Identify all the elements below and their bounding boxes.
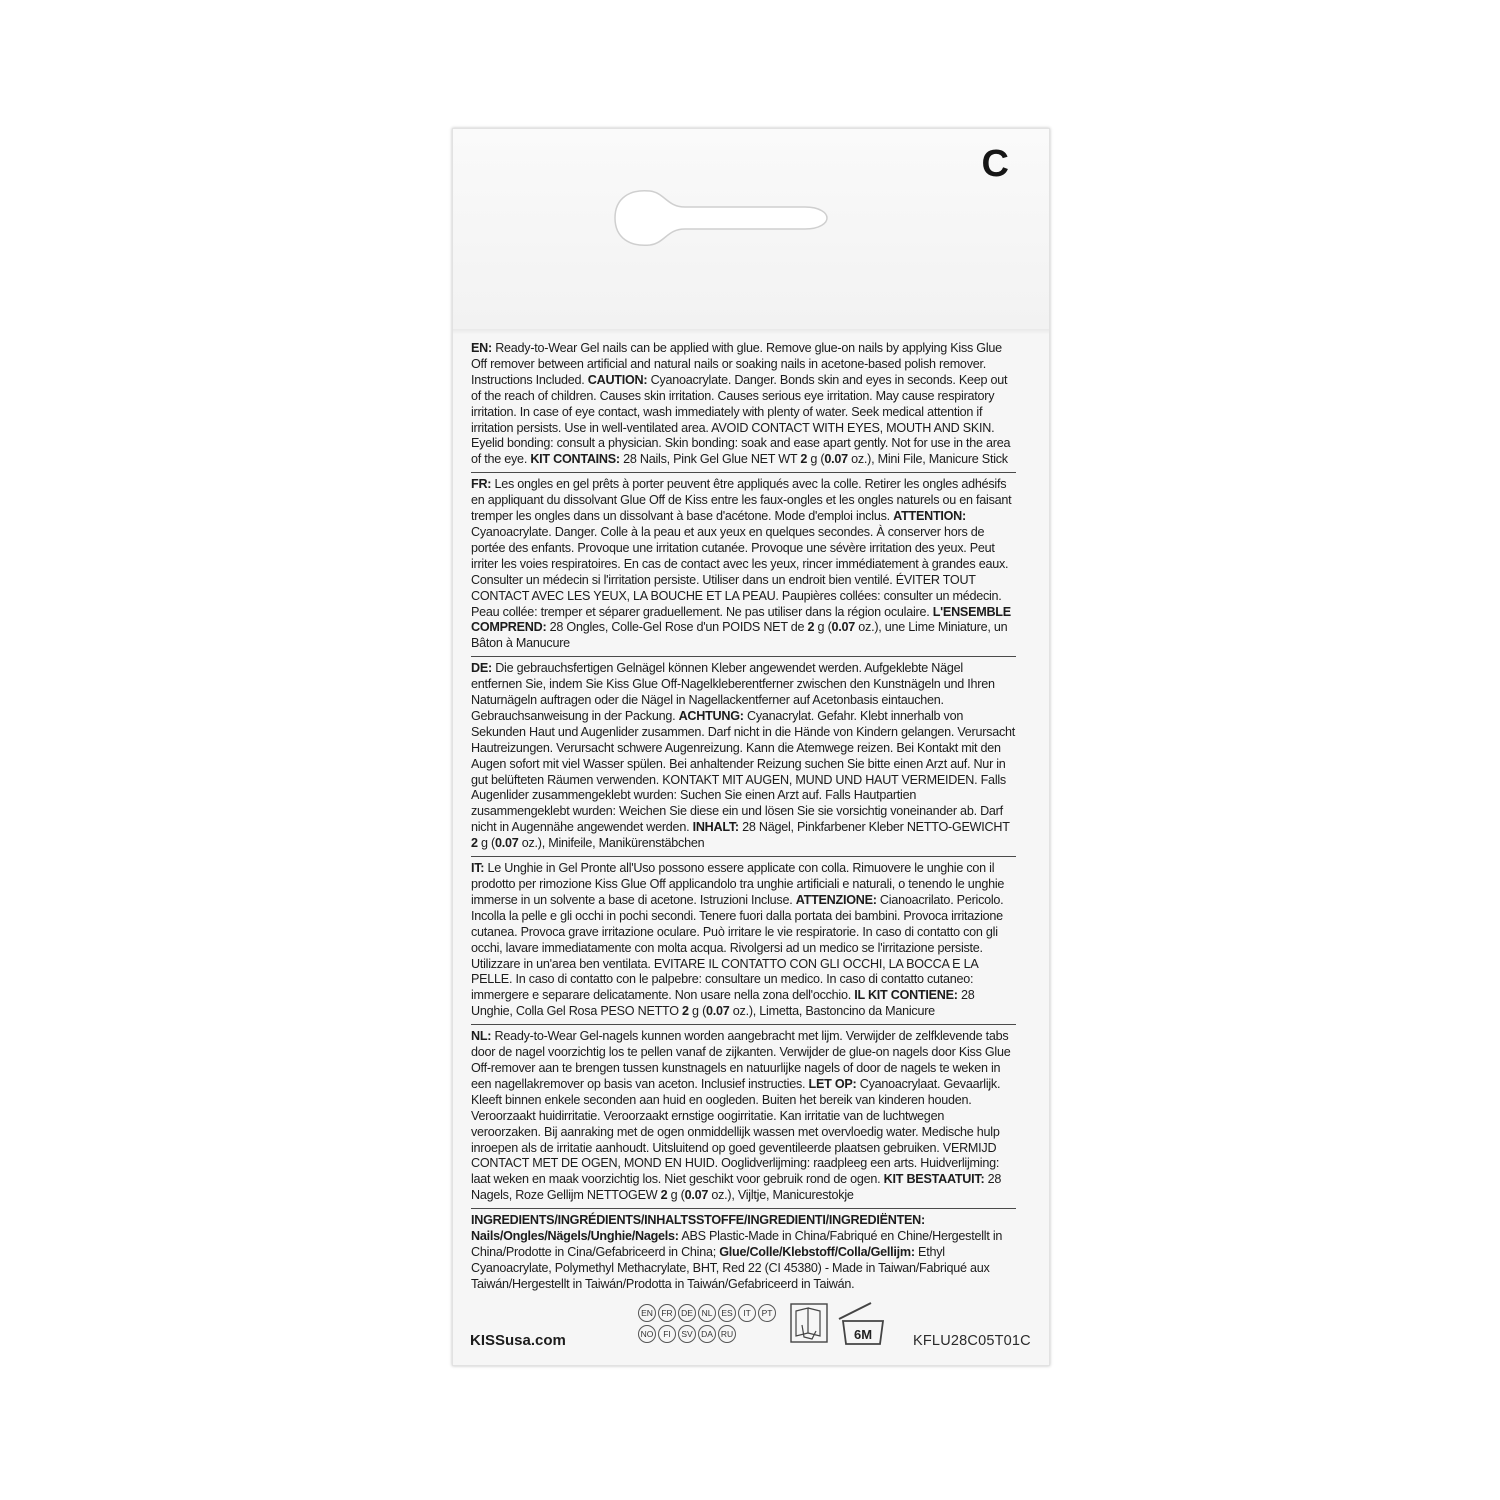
language-badge: NL: [698, 1304, 716, 1322]
variant-letter: C: [981, 143, 1009, 185]
language-badge: FI: [658, 1325, 676, 1343]
language-badge: EN: [638, 1304, 656, 1322]
package-back-panel: [452, 128, 1050, 1366]
language-badge: IT: [738, 1304, 756, 1322]
language-badge: DE: [678, 1304, 696, 1322]
language-badge: DA: [698, 1325, 716, 1343]
website-link: KISSusa.com: [470, 1332, 566, 1349]
booklet-icon: [790, 1303, 828, 1343]
language-badge: NO: [638, 1325, 656, 1343]
section-it: IT: Le Unghie in Gel Pronte all'Uso possono essere applicate con colla. Rimuovere le unghie con il prodotto per rimozione Kiss Glue Off applicandolo tra unghie artificiali e naturali, o tenendo le unghie immerse in un solvente a base di acetone. Istruzioni Incluse. ATTENZIONE: Cianoacrilato. Pericolo. Incolla la pelle e gli occhi in pochi secondi. Tenere fuori dalla portata dei bambini. Provoca irritazione cutanea. Provoca grave irritazione oculare. Può irritare le vie respiratorie. In caso di contatto con gli occhi, lavare immediatamente con molta acqua. Rivolgersi ad un medico se l'irritazione persiste. Utilizzare in un'area ben ventilata. EVITARE IL CONTATTO CON GLI OCCHI, LA BOCCA E LA PELLE. In caso di contatto con le palpebre: consultare un medico. In caso di contatto cutaneo: immergere e separare delicatamente. Non usare nella zona dell'occhio. IL KIT CONTIENE: 28 Unghie, Colla Gel Rosa PESO NETTO 2 g (0.07 oz.), Limetta, Bastoncino da Manicure: [471, 861, 1016, 1025]
section-ingredients: INGREDIENTS/INGRÉDIENTS/INHALTSSTOFFE/INGREDIENTI/INGREDIËNTEN: Nails/Ongles/Nägels/Unghie/Nagels: ABS Plastic-Made in China/Fabriqué en Chine/Hergestellt in China/Prodotte in Cina/Gefabriceerd in China; Glue/Colle/Klebstoff/Colla/Gellijm: Ethyl Cyanoacrylate, Polymethyl Methacrylate, BHT, Red 22 (CI 45380) - Made in Taiwan/Fabriqué aux Taiwán/Hergestellt in Taiwán/Prodotta in Taiwán/Gefabriceerd in Taiwán.: [471, 1213, 1003, 1291]
section-nl: NL: Ready-to-Wear Gel-nagels kunnen worden aangebracht met lijm. Verwijder de zelfklevende tabs door de nagel voorzichtig los te pellen vanaf de zijkanten. Verwijder de glue-on nagels door Kiss Glue Off-remover aan te brengen tussen kunstnagels en natuurlijke nagels of door de nagels te weken in een nagellakremover op basis van aceton. Inclusief instructies. LET OP: Cyanoacrylaat. Gevaarlijk. Kleeft binnen enkele seconden aan huid en oogleden. Buiten het bereik van kinderen houden. Veroorzaakt huidirritatie. Veroorzaakt ernstige oogirritatie. Kan irritatie van de luchtwegen veroorzaken. Bij aanraking met de ogen onmiddellijk wassen met overvloedig water. Medische hulp inroepen als de irritatie aanhoudt. Uitsluitend op goed geventileerde plaatsen gebruiken. VERMIJD CONTACT MET DE OGEN, MOND EN HUID. Ooglidverlijming: raadpleeg een arts. Huidverlijming: laat weken en maak voorzichtig los. Niet geschikt voor gebruik rond de ogen. KIT BESTAATUIT: 28 Nagels, Roze Gellijm NETTOGEW 2 g (0.07 oz.), Vijltje, Manicurestokje: [471, 1029, 1016, 1209]
language-badge: SV: [678, 1325, 696, 1343]
language-badge: ES: [718, 1304, 736, 1322]
hang-hole-icon: [605, 183, 835, 253]
section-en: EN: Ready-to-Wear Gel nails can be applied with glue. Remove glue-on nails by applying Kiss Glue Off remover between artificial and natural nails or soaking nails in acetone-based polish remover. Instructions Included. CAUTION: Cyanoacrylate. Danger. Bonds skin and eyes in seconds. Keep out of the reach of children. Causes skin irritation. Causes serious eye irritation. May cause respiratory irritation. In case of eye contact, wash immediately with plenty of water. Seek medical attention if irritation persists. Use in well-ventilated area. AVOID CONTACT WITH EYES, MOUTH AND SKIN. Eyelid bonding: consult a physician. Skin bonding: soak and ease apart gently. Not for use in the area of the eye. KIT CONTAINS: 28 Nails, Pink Gel Glue NET WT 2 g (0.07 oz.), Mini File, Manicure Stick: [471, 341, 1016, 473]
footer: [453, 1299, 1049, 1359]
language-badge: FR: [658, 1304, 676, 1322]
section-de: DE: Die gebrauchsfertigen Gelnägel können Kleber angewendet werden. Aufgeklebte Nägel entfernen Sie, indem Sie Kiss Glue Off-Nagelkleberentferner zwischen den Kunstnägeln und Ihren Naturnägeln auftragen oder die Nägel in Nagellackentferner auf Acetonbasis eintauchen. Gebrauchsanweisung in der Packung. ACHTUNG: Cyanacrylat. Gefahr. Klebt innerhalb von Sekunden Haut und Augenlider zusammen. Darf nicht in die Hände von Kindern gelangen. Verursacht Hautreizungen. Verursacht schwere Augenreizung. Kann die Atemwege reizen. Bei Kontakt mit den Augen sofort mit viel Wasser spülen. Bei anhaltender Reizung suchen Sie bitte einen Arzt auf. Nur in gut belüfteten Räumen verwenden. KONTAKT MIT AUGEN, MUND UND HAUT VERMEIDEN. Falls Augenlider zusammengeklebt wurden: Suchen Sie einen Arzt auf. Falls Hautpartien zusammengeklebt wurden: Weichen Sie diese ein und lösen Sie sie vorsichtig voneinander ab. Darf nicht in Augennähe angewendet werden. INHALT: 28 Nägel, Pinkfarbener Kleber NETTO-GEWICHT 2 g (0.07 oz.), Minifeile, Manikürenstäbchen: [471, 661, 1016, 857]
language-badge: PT: [758, 1304, 776, 1322]
pao-label: 6M: [853, 1327, 873, 1342]
hang-tab: [453, 129, 1049, 330]
instructions-text: [471, 341, 1016, 1301]
open-jar-icon: [833, 1299, 893, 1349]
language-badges: [638, 1304, 783, 1343]
product-code: KFLU28C05T01C: [913, 1333, 1031, 1349]
fold-line: [453, 329, 1049, 335]
language-badge: RU: [718, 1325, 736, 1343]
section-fr: FR: Les ongles en gel prêts à porter peuvent être appliqués avec la colle. Retirer les ongles adhésifs en appliquant du dissolvant Glue Off de Kiss entre les faux-ongles et les ongles naturels ou en faisant tremper les ongles dans un dissolvant à base d'acétone. Mode d'emploi inclus. ATTENTION: Cyanoacrylate. Danger. Colle à la peau et aux yeux en quelques secondes. À conserver hors de portée des enfants. Provoque une irritation cutanée. Provoque une sévère irritation des yeux. Peut irriter les voies respiratoires. En cas de contact avec les yeux, rincer immédiatement à grandes eaux. Consulter un médecin si l'irritation persiste. Utiliser dans un endroit bien ventilé. ÉVITER TOUT CONTACT AVEC LES YEUX, LA BOUCHE ET LA PEAU. Paupières collées: consulter un médecin. Peau collée: tremper et séparer graduellement. Ne pas utiliser dans la région oculaire. L'ENSEMBLE COMPREND: 28 Ongles, Colle-Gel Rose d'un POIDS NET de 2 g (0.07 oz.), une Lime Miniature, un Bâton à Manucure: [471, 477, 1016, 657]
